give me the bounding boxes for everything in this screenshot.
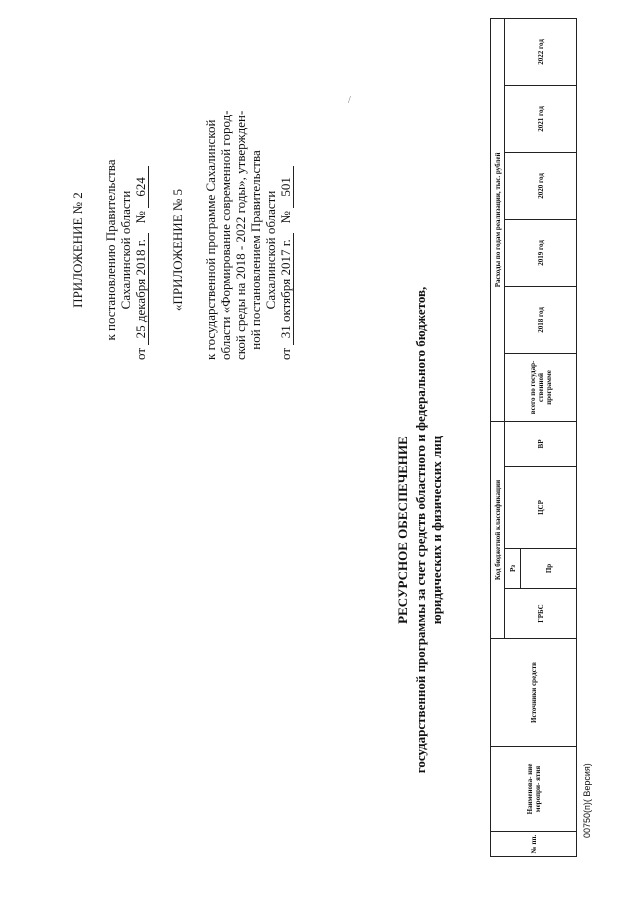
appendix-5-from: от bbox=[278, 347, 293, 360]
appendix-2-from: от bbox=[133, 347, 148, 360]
appendix-5-line3: ской среды на 2018 - 2022 годы», утвержден- bbox=[233, 110, 248, 360]
header-year-2018: 2018 год bbox=[505, 286, 577, 353]
appendix-5-number: 501 bbox=[278, 166, 294, 208]
footer-code: 00750(п)( Версия) bbox=[582, 763, 592, 838]
appendix-5-line5: Сахалинской области bbox=[263, 190, 278, 310]
header-rz: Рз bbox=[505, 549, 521, 589]
appendix-5-line4: ной постановлением Правительства bbox=[248, 150, 263, 350]
header-year-2019: 2019 год bbox=[505, 219, 577, 286]
header-budget-code: Код бюджетной классификации bbox=[491, 421, 505, 638]
scan-mark: / bbox=[348, 95, 351, 106]
appendix-2-date-row bbox=[133, 140, 149, 360]
heading-title: РЕСУРСНОЕ ОБЕСПЕЧЕНИЕ bbox=[395, 436, 410, 624]
appendix-2-line1: к постановлению Правительства bbox=[103, 159, 118, 341]
resource-heading bbox=[395, 270, 445, 790]
appendix-2-no: № bbox=[133, 211, 148, 224]
header-name: Наименова- ние меропри- ятия bbox=[491, 747, 577, 832]
header-year-2022: 2022 год bbox=[505, 18, 577, 85]
appendix-5-line1: к государственной программе Сахалинской bbox=[203, 119, 218, 360]
header-year-2021: 2021 год bbox=[505, 85, 577, 152]
header-total: всего по государ- ственной программе bbox=[505, 353, 577, 421]
appendix-5-date-row bbox=[278, 140, 294, 360]
appendix-2-block bbox=[70, 140, 149, 360]
heading-line1: государственной программы за счет средств областного и федерального бюджетов, bbox=[413, 286, 428, 774]
header-vr: ВР bbox=[505, 421, 577, 466]
appendix-2-title: ПРИЛОЖЕНИЕ № 2 bbox=[70, 192, 85, 308]
header-source: Источники средств bbox=[491, 639, 577, 747]
resource-table bbox=[490, 19, 576, 857]
appendix-5-line2: области «Формирование современной город- bbox=[218, 110, 233, 360]
appendix-5-date: 31 октября 2017 г. bbox=[278, 233, 294, 345]
appendix-5-title: «ПРИЛОЖЕНИЕ № 5 bbox=[170, 188, 185, 312]
header-num: № пп. bbox=[491, 832, 577, 857]
appendix-5-no: № bbox=[278, 211, 293, 224]
appendix-2-line2: Сахалинской области bbox=[118, 190, 133, 310]
appendix-2-date: 25 декабря 2018 г. bbox=[133, 233, 149, 345]
appendix-2-number: 624 bbox=[133, 166, 149, 208]
heading-line2: юридических и физических лиц bbox=[429, 435, 444, 625]
header-pr: Пр bbox=[521, 549, 577, 589]
header-year-2020: 2020 год bbox=[505, 152, 577, 219]
header-grbs: ГРБС bbox=[505, 589, 577, 639]
header-expenses: Расходы по годам реализации, тыс. рублей bbox=[491, 18, 505, 421]
appendix-5-block bbox=[170, 110, 294, 360]
header-csr: ЦСР bbox=[505, 467, 577, 549]
